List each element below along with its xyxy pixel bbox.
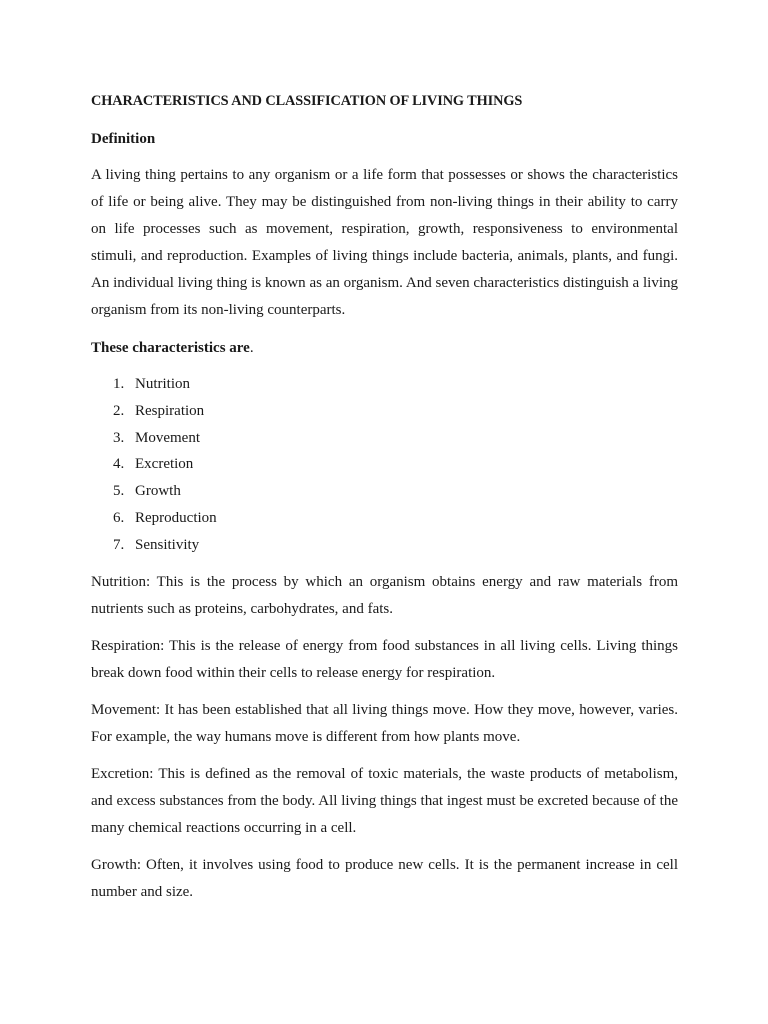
characteristics-heading-text: These characteristics are xyxy=(91,340,250,356)
list-item-number: 2. xyxy=(113,402,125,419)
respiration-paragraph: Respiration: This is the release of energy from food substances in all living cells. Living things break down food within their cells to release energy for respiration. xyxy=(91,638,678,681)
list-item xyxy=(91,535,217,562)
list-item xyxy=(91,401,217,428)
characteristics-list xyxy=(91,374,217,562)
list-item xyxy=(91,374,217,401)
list-item-number: 6. xyxy=(113,509,125,526)
list-item-label: Reproduction xyxy=(135,509,217,526)
list-item-label: Growth xyxy=(135,483,181,500)
growth-paragraph: Growth: Often, it involves using food to produce new cells. It is the permanent increase in cell number and size. xyxy=(91,857,678,900)
list-item-number: 1. xyxy=(113,376,125,392)
definition-paragraph: A living thing pertains to any organism or a life form that possesses or shows the characteristics of life or being alive. They may be distinguished from non-living things in their ability to carry on life processes such as movement, respiration, growth, responsiveness to environmental stimuli, and reproduction. Examples of living things include bacteria, animals, plants, and fungi. An individual living thing is known as an organism. And seven characteristics distinguish a living organism from its non-living counterparts. xyxy=(91,167,678,318)
nutrition-paragraph: Nutrition: This is the process by which an organism obtains energy and raw materials from nutrients such as proteins, carbohydrates, and fats. xyxy=(91,574,678,617)
list-item xyxy=(91,454,217,481)
definition-heading: Definition xyxy=(91,131,156,147)
excretion-paragraph: Excretion: This is defined as the removal of toxic materials, the waste products of metabolism, and excess substances from the body. All living things that ingest must be excreted because of the many chemical reactions occurring in a cell. xyxy=(91,766,678,836)
list-item xyxy=(91,428,217,455)
list-item-number: 4. xyxy=(113,456,125,473)
list-item-label: Movement xyxy=(135,429,200,446)
characteristics-heading-suffix: . xyxy=(249,340,254,356)
movement-paragraph: Movement: It has been established that all living things move. How they move, however, varies. For example, the way humans move is different from how plants move. xyxy=(91,702,678,745)
list-item-number: 3. xyxy=(113,429,125,446)
list-item-label: Excretion xyxy=(135,456,194,473)
document-title: CHARACTERISTICS AND CLASSIFICATION OF LIVING THINGS xyxy=(91,93,523,109)
list-item-number: 5. xyxy=(113,483,125,500)
characteristics-heading xyxy=(91,340,254,357)
list-item xyxy=(91,481,217,508)
list-item-label: Respiration xyxy=(135,402,205,419)
list-item-label: Sensitivity xyxy=(135,536,200,553)
list-item-label: Nutrition xyxy=(135,376,190,392)
list-item-number: 7. xyxy=(113,536,125,553)
list-item xyxy=(91,508,217,535)
